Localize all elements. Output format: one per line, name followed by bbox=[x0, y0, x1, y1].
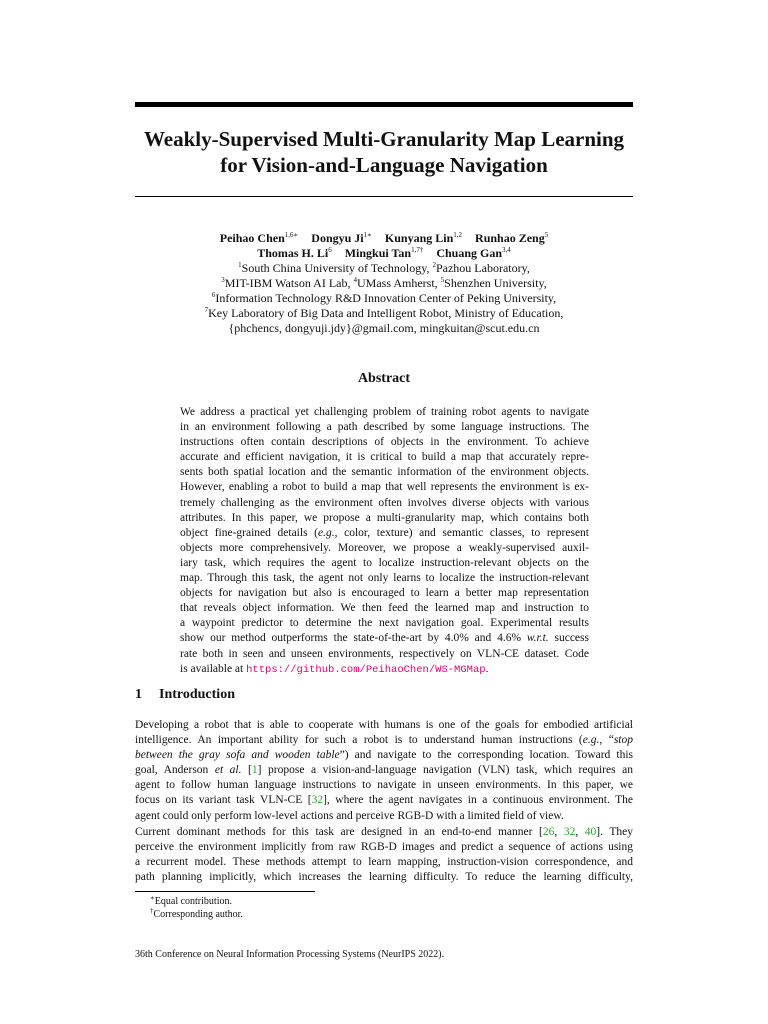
affiliation-text: Shenzhen University, bbox=[444, 276, 547, 290]
abstract-line: attributes. In this paper, we propose a multi-granularity map, which contains both bbox=[180, 511, 589, 524]
body-line: a recurrent model. These methods attempt to learn mapping, instruction-vision correspondence, and bbox=[135, 856, 633, 869]
paper-title bbox=[135, 126, 633, 178]
abstract-line: that reveals object information. We then feed the learned map and instruction to bbox=[180, 602, 589, 615]
title-top-rule bbox=[135, 102, 633, 107]
affiliation-text: MIT-IBM Watson AI Lab, bbox=[224, 276, 354, 290]
abstract-heading: Abstract bbox=[357, 371, 411, 386]
author-name: Dongyu Ji bbox=[311, 231, 364, 245]
body-line: agent to follow human language instructions to navigate in unseen environments. In this paper, we bbox=[135, 779, 633, 792]
author-name: Chuang Gan bbox=[436, 246, 503, 260]
footnote-text: Equal contribution. bbox=[154, 896, 232, 907]
affiliation-sup: 1 bbox=[238, 261, 242, 269]
title-bottom-rule bbox=[135, 196, 633, 197]
affiliation-sup: 5 bbox=[440, 276, 445, 284]
affiliation-sup: 6 bbox=[211, 291, 216, 299]
affiliation-row-1 bbox=[135, 261, 633, 276]
intro-paragraph-2 bbox=[135, 825, 633, 885]
author-sup: 5 bbox=[544, 231, 549, 239]
abstract-line: in an environment following a path described by some language instructions. The bbox=[180, 421, 589, 434]
author-block bbox=[135, 231, 633, 336]
author-sup: 1,6∗ bbox=[284, 231, 299, 239]
section-number: 1 bbox=[135, 687, 142, 702]
abstract-line bbox=[180, 662, 589, 678]
affiliation-text: South China University of Technology, bbox=[241, 261, 433, 275]
author-name: Kunyang Lin bbox=[384, 231, 454, 245]
affiliation-sup: 3 bbox=[221, 276, 225, 284]
footnote-mark: ∗ bbox=[150, 894, 155, 902]
title-line-1: Weakly-Supervised Multi-Granularity Map Learning bbox=[143, 127, 625, 151]
abstract-line: map. Through this task, the agent not only learns to localize the instruction-relevant bbox=[180, 572, 589, 585]
abstract-line: iary task, which requires the agent to localize instruction-relevant objects on the bbox=[180, 556, 589, 569]
body-line: between the gray sofa and wooden table”) and navigate to the corresponding location. Toward this bbox=[135, 749, 634, 762]
author-sup: 1∗ bbox=[363, 231, 372, 239]
body-line: agent could only perform low-level actions and perceive RGB-D with a limited field of view. bbox=[135, 809, 564, 822]
abstract-line: accurate and efficient navigation, it is critical to build a map that accurately repre- bbox=[180, 451, 589, 464]
abstract-code-prefix: is available at bbox=[180, 662, 247, 675]
abstract-line: sents both spatial location and the semantic information of the environment objects. bbox=[180, 466, 589, 479]
affiliation-text: Information Technology R&D Innovation Center of Peking University, bbox=[215, 291, 557, 305]
abstract-line: instructions often contain descriptions of objects in the environment. To achieve bbox=[180, 436, 589, 449]
abstract-code-suffix: . bbox=[485, 662, 489, 675]
abstract-line: objects for navigation but also is encouraged to learn a better map representation bbox=[180, 587, 589, 600]
title-line-2: for Vision-and-Language Navigation bbox=[220, 153, 548, 177]
abstract-line: rate both in seen and unseen environments, respectively on VLN-CE dataset. Code bbox=[180, 647, 589, 660]
footnote-mark: † bbox=[150, 907, 154, 915]
affiliation-sup: 4 bbox=[353, 276, 357, 284]
affiliation-sup: 2 bbox=[432, 261, 436, 269]
footnote-text: Corresponding author. bbox=[153, 909, 243, 920]
intro-paragraph-1 bbox=[135, 718, 633, 824]
footnotes bbox=[150, 895, 243, 921]
body-line: perceive the environment implicitly from raw RGB-D images and predict a sequence of actions using bbox=[135, 841, 633, 854]
code-link[interactable]: https://github.com/PeihaoChen/WS-MGMap bbox=[246, 663, 486, 676]
body-line: intelligence. An important ability for such a robot is to understand human instructions (e.g., “stop bbox=[135, 734, 633, 747]
affiliation-row-4 bbox=[135, 306, 633, 321]
body-line: Current dominant methods for this task are designed in an end-to-end manner [26, 32, 40]. They bbox=[135, 826, 633, 838]
author-name: Runhao Zeng bbox=[475, 231, 545, 245]
affiliation-text: Key Laboratory of Big Data and Intelligent Robot, Ministry of Education, bbox=[208, 306, 564, 320]
author-name: Mingkui Tan bbox=[344, 246, 412, 260]
abstract-line: show our method outperforms the state-of-the-art by 4.0% and 4.6% w.r.t. success bbox=[180, 632, 589, 645]
affiliation-text: UMass Amherst, bbox=[356, 276, 441, 290]
affiliation-sup: 7 bbox=[204, 306, 209, 314]
author-sup: 1,7† bbox=[411, 246, 424, 254]
author-name: Thomas H. Li bbox=[257, 246, 329, 260]
conference-note: 36th Conference on Neural Information Processing Systems (NeurIPS 2022). bbox=[135, 949, 445, 960]
abstract-line: objects more comprehensively. Moreover, we propose a weakly-supervised auxil- bbox=[180, 541, 589, 554]
body-line: focus on its variant task VLN-CE [32], where the agent navigates in a continuous environment. The bbox=[135, 794, 633, 807]
body-line: path planning implicitly, which increases the learning difficulty. To reduce the learning difficulty, bbox=[135, 871, 633, 884]
affiliation-row-2 bbox=[135, 276, 633, 291]
author-sup: 1,2 bbox=[453, 231, 463, 239]
affiliation-row-3 bbox=[135, 291, 633, 306]
author-sup: 3,4 bbox=[502, 246, 511, 254]
abstract-line: We address a practical yet challenging problem of training robot agents to navigate bbox=[180, 406, 589, 418]
abstract-line: object fine-grained details (e.g., color, texture) and semantic classes, to represent bbox=[180, 526, 589, 539]
section-title: Introduction bbox=[159, 687, 235, 702]
author-sup: 6 bbox=[328, 246, 332, 254]
author-name: Peihao Chen bbox=[219, 231, 285, 245]
abstract-line: However, enabling a robot to build a map that well represents the environment is ex- bbox=[180, 481, 589, 494]
abstract-body bbox=[180, 405, 589, 678]
affiliation-text: Pazhou Laboratory, bbox=[435, 261, 530, 275]
section-heading-introduction bbox=[135, 687, 235, 703]
abstract-line: tremely challenging as the environment often involves diverse objects with various bbox=[180, 496, 589, 509]
author-emails: {phchencs, dongyuji.jdy}@gmail.com, mingkuitan@scut.edu.cn bbox=[228, 321, 540, 335]
body-line: goal, Anderson et al. [1] propose a vision-and-language navigation (VLN) task, which requires an bbox=[135, 764, 633, 777]
author-row-1 bbox=[135, 231, 633, 246]
abstract-line: a waypoint predictor to determine the next navigation goal. Experimental results bbox=[180, 617, 589, 630]
footnote-equal-contribution bbox=[150, 895, 243, 908]
footnote-corresponding-author bbox=[150, 908, 243, 921]
author-row-2 bbox=[135, 246, 633, 261]
body-line: Developing a robot that is able to cooperate with humans is one of the goals for embodied artificial bbox=[135, 719, 633, 731]
footnote-rule bbox=[135, 891, 315, 892]
